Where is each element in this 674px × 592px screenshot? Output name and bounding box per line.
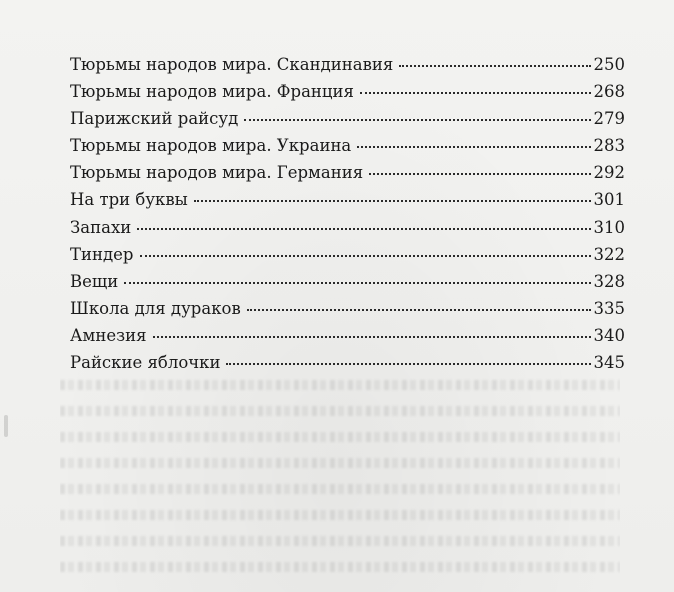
toc-entry-title: Райские яблочки xyxy=(70,353,221,373)
toc-entry xyxy=(70,322,625,349)
toc-entry xyxy=(70,105,625,132)
toc-entry xyxy=(70,214,625,241)
toc-entry xyxy=(70,51,625,78)
dot-leader xyxy=(124,282,590,284)
toc-entry xyxy=(70,241,625,268)
dot-leader xyxy=(153,336,591,338)
toc-entry-title: Тюрьмы народов мира. Германия xyxy=(70,163,364,183)
dot-leader xyxy=(137,228,590,230)
toc-entry-page-number: 345 xyxy=(593,353,625,373)
toc-entry xyxy=(70,295,625,322)
dot-leader xyxy=(194,200,591,202)
toc-entry xyxy=(70,132,625,159)
toc-entry-page-number: 268 xyxy=(593,82,625,102)
toc-entry-page-number: 340 xyxy=(593,325,625,345)
dot-leader xyxy=(399,65,590,67)
dot-leader xyxy=(247,309,591,311)
table-of-contents xyxy=(70,51,625,376)
dot-leader xyxy=(357,146,590,148)
dot-leader xyxy=(360,92,591,94)
toc-entry-page-number: 292 xyxy=(593,163,625,183)
toc-entry-title: Амнезия xyxy=(70,325,147,345)
toc-entry-page-number: 283 xyxy=(593,136,625,156)
toc-entry-title: Тюрьмы народов мира. Украина xyxy=(70,136,352,156)
toc-entry-page-number: 301 xyxy=(593,190,625,210)
toc-entry-page-number: 335 xyxy=(593,298,625,318)
toc-entry-page-number: 322 xyxy=(593,244,625,264)
dot-leader xyxy=(226,363,590,365)
toc-entry-title: Парижский райсуд xyxy=(70,109,239,129)
toc-entry-page-number: 250 xyxy=(593,55,625,74)
toc-entry-title: На три буквы xyxy=(70,190,188,210)
toc-entry xyxy=(70,159,625,186)
toc-entry xyxy=(70,349,625,376)
dot-leader xyxy=(244,119,590,121)
toc-entry-page-number: 279 xyxy=(593,109,625,129)
toc-entry-title: Тюрьмы народов мира. Скандинавия xyxy=(70,55,394,74)
toc-entry-title: Вещи xyxy=(70,271,119,291)
toc-entry xyxy=(70,78,625,105)
toc-entry-title: Тюрьмы народов мира. Франция xyxy=(70,82,354,102)
dot-leader xyxy=(369,173,590,175)
toc-entry xyxy=(70,186,625,213)
toc-entry-page-number: 310 xyxy=(593,217,625,237)
toc-entry-title: Тиндер xyxy=(70,244,134,264)
dot-leader xyxy=(140,255,591,257)
toc-entry xyxy=(70,268,625,295)
toc-entry-title: Запахи xyxy=(70,217,132,237)
reverse-side-show-through xyxy=(60,372,620,592)
toc-entry-title: Школа для дураков xyxy=(70,298,241,318)
toc-entry-page-number: 328 xyxy=(593,271,625,291)
page-edge-mark xyxy=(4,415,8,437)
